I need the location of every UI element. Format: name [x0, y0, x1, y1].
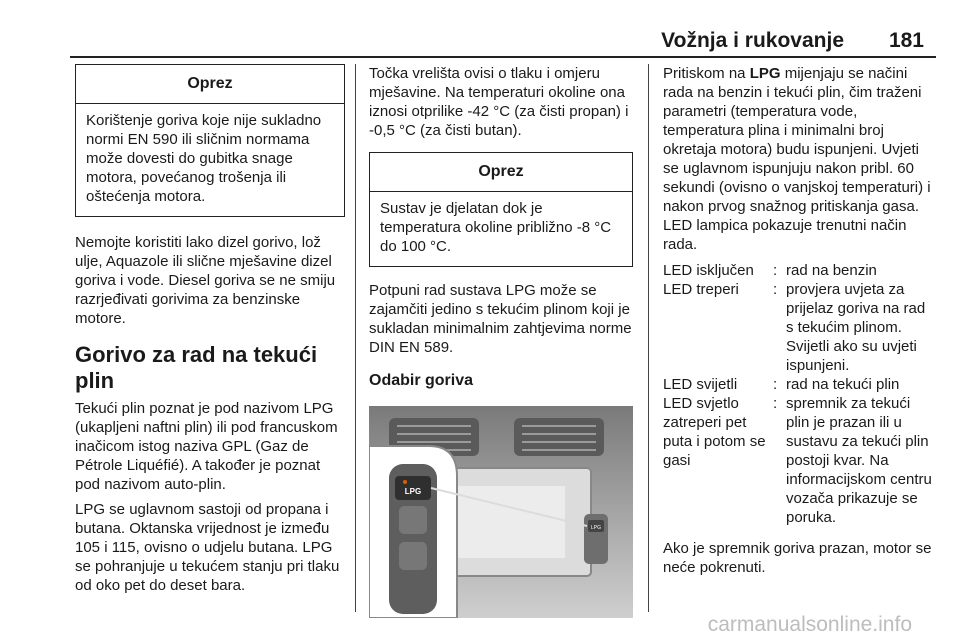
lpg-system-paragraph: Potpuni rad sustava LPG može se zajamčiti jedino s tekućim plinom koji je sukladan minimalnim zahtjevima norme DIN EN 589. — [369, 282, 632, 356]
caution-text-2: Sustav je djelatan dok je temperatura okoline približno -8 °C do 100 °C. — [380, 200, 612, 255]
lpg-button-label: LPG — [404, 487, 422, 496]
empty-tank-paragraph: Ako je spremnik goriva prazan, motor se neće pokrenuti. — [663, 540, 932, 576]
column-divider-1 — [355, 64, 356, 612]
boiling-point-paragraph: Točka vrelišta ovisi o tlaku i omjeru mješavine. Na temperaturi okoline ona iznosi otprilike -42 °C (za čisti propan) i -0,5 °C (za čisti butan). — [369, 65, 629, 139]
diesel-paragraph: Nemojte koristiti lako dizel gorivo, lož ulje, Aquazole ili slične mješavine dizel goriva i vode. Diesel goriva se ne smiju razrjeđivati gorivima za benzinske motore. — [75, 234, 336, 327]
lpg-bold: LPG — [749, 65, 781, 82]
watermark: carmanualsonline.info — [707, 613, 912, 636]
column-1 — [75, 64, 345, 595]
lpg-mode-paragraph: Pritiskom na LPG mijenjaju se načini rada na benzin i tekući plin, čim traženi parametri (temperatura vode, temperatura plina i minimalni broj okretaja motora) budu ispunjeni. Uvjeti se uglavnom ispunjuju nakon pribl. 60 sekundi (ovisno o vanjskoj temperaturi) i nakon prvog snažnog pritiskanja gasa. LED lampica pokazuje trenutni način rada. — [663, 65, 931, 253]
header-rule — [70, 56, 936, 58]
dashboard-photo — [369, 406, 633, 618]
lpg-intro-paragraph: Tekući plin poznat je pod nazivom LPG (ukapljeni naftni plin) ili pod francuskom inačicom istog naziva GPL (Gaz de Pétrole Liquéfié). A također je poznat pod nazivom auto-plin. — [75, 400, 338, 493]
section-title: Vožnja i rukovanje — [661, 29, 844, 52]
status-row: LED svjetlo zatreperi pet puta i potom se gasi : spremnik za tekući plin je prazan ili u sustavu za tekući plin postoji kvar. Na informacijskom centru vozača prikazuje se poruka. — [663, 395, 932, 526]
page-header — [70, 26, 936, 56]
status-row: LED svijetli : rad na tekući plin — [663, 376, 900, 393]
column-2 — [369, 64, 633, 618]
dashboard-illustration — [369, 406, 633, 618]
led-status-list — [663, 261, 933, 527]
caution-title-2: Oprez — [370, 153, 632, 192]
lpg-composition-paragraph: LPG se uglavnom sastoji od propana i butana. Oktanska vrijednost je između 105 i 115, ovisno o udjelu butana. LPG se pohranjuje u tekućem stanju pri tlaku od oko pet do deset bara. — [75, 501, 340, 594]
lpg-led-icon — [403, 480, 407, 484]
status-row: LED treperi : provjera uvjeta za prijelaz goriva na rad s tekućim plinom. Svijetli ako su uvjeti ispunjeni. — [663, 281, 926, 374]
small-lpg-label: LPG — [590, 525, 602, 531]
lpg-heading: Gorivo za rad na tekući plin — [75, 342, 318, 393]
column-3 — [663, 64, 933, 577]
status-row: LED isključen : rad na benzin — [663, 262, 877, 279]
caution-box-2 — [369, 152, 633, 267]
page-number: 181 — [888, 29, 924, 52]
fuel-selection-heading: Odabir goriva — [369, 372, 474, 389]
caution-text: Korištenje goriva koje nije sukladno normi EN 590 ili sličnim normama može dovesti do gubitka snage motora, povećanog trošenja ili oštećenja motora. — [86, 112, 322, 205]
column-divider-2 — [648, 64, 649, 612]
caution-box — [75, 64, 345, 217]
caution-title: Oprez — [76, 65, 344, 104]
